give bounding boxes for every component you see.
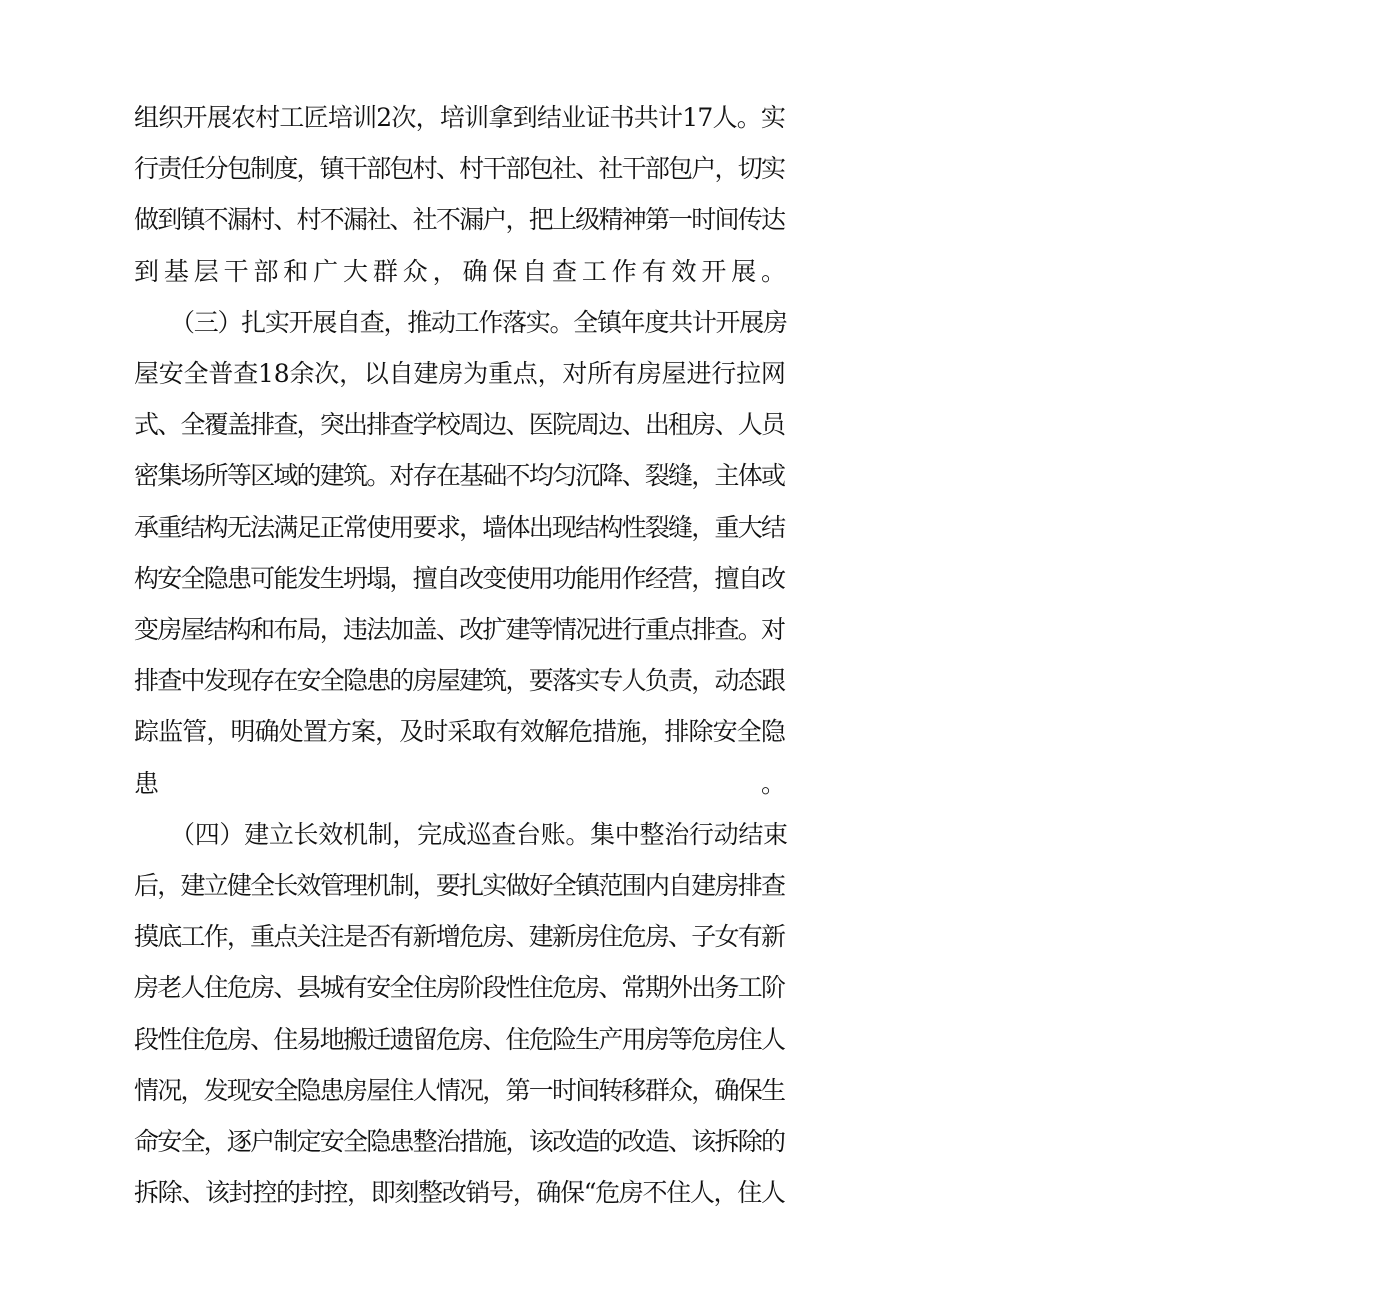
text-line: 做到镇不漏村、村不漏社、社不漏户，把上级精神第一时间传达 (134, 205, 785, 235)
section-heading-line: （三）扎实开展自查，推动工作落实。全镇年度共计开展房 (170, 307, 787, 337)
text-line: 式、全覆盖排查，突出排查学校周边、医院周边、出租房、人员 (134, 410, 785, 440)
text-line: 房老人住危房、县城有安全住房阶段性住危房、常期外出务工阶 (134, 973, 785, 1003)
text-line: 屋安全普查18余次，以自建房为重点，对所有房屋进行拉网 (134, 359, 786, 388)
text-line: 后，建立健全长效管理机制，要扎实做好全镇范围内自建房排查 (134, 871, 785, 900)
text-line: 组织开展农村工匠培训2次，培训拿到结业证书共计17人。实 (134, 103, 786, 132)
text-line: 摸底工作，重点关注是否有新增危房、建新房住危房、子女有新 (134, 922, 785, 952)
section-heading-line: （四）建立长效机制，完成巡查台账。集中整治行动结束 (170, 819, 788, 849)
text-line: 踪监管，明确处置方案，及时采取有效解危措施，排除安全隐 (134, 717, 785, 747)
text-line: 到基层干部和广大群众，确保自查工作有效开展。 (134, 256, 791, 286)
text-line: 段性住危房、住易地搬迁遗留危房、住危险生产用房等危房住人 (134, 1024, 785, 1054)
text-line: 情况，发现安全隐患房屋住人情况，第一时间转移群众，确保生 (134, 1075, 785, 1105)
text-line: 命安全，逐户制定安全隐患整治措施，该改造的改造、该拆除的 (134, 1127, 785, 1156)
text-line: 承重结构无法满足正常使用要求，墙体出现结构性裂缝，重大结 (134, 512, 785, 542)
text-line: 拆除、该封控的封控，即刻整改销号，确保“危房不住人，住人 (134, 1178, 785, 1208)
text-line: 患。 (134, 768, 1388, 798)
text-line: 排查中发现存在安全隐患的房屋建筑，要落实专人负责，动态跟 (134, 666, 785, 696)
text-line: 密集场所等区域的建筑。对存在基础不均匀沉降、裂缝，主体或 (134, 461, 785, 491)
text-line: 变房屋结构和布局，违法加盖、改扩建等情况进行重点排查。对 (134, 615, 785, 644)
text-line: 行责任分包制度，镇干部包村、村干部包社、社干部包户，切实 (134, 154, 785, 184)
text-line: 构安全隐患可能发生坍塌，擅自改变使用功能用作经营，擅自改 (134, 563, 785, 593)
